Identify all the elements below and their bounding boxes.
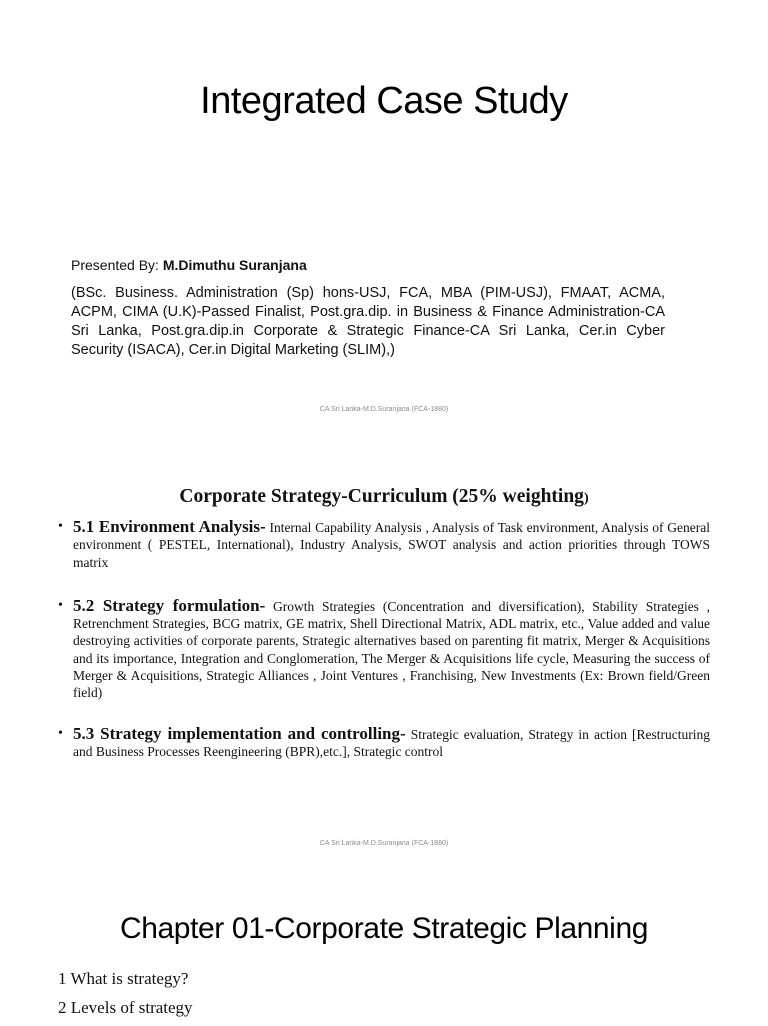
bullet-text: Internal Capability Analysis , Analysis of Task environment, Analysis of General environment ( PESTEL, International), Industry Analysis, SWOT analysis and action priorities through TOWS matrix	[73, 520, 710, 570]
curriculum-title-tail: )	[583, 491, 589, 506]
slide-chapter	[0, 864, 768, 1024]
bullet-dot-icon: •	[58, 725, 63, 741]
bullet-text: Strategic evaluation, Strategy in action [Restructuring and Business Processes Reengineering (BPR),etc.], Strategic control	[73, 726, 710, 759]
curriculum-bullet-list	[58, 518, 710, 760]
presenter-name: M.Dimuthu Suranjana	[162, 257, 307, 273]
bullet-dot-icon: •	[58, 597, 63, 613]
slide-footer: CA Sri Lanka-M.D.Suranjana (FCA-1880)	[319, 840, 449, 847]
bullet-dot-icon: •	[58, 519, 63, 534]
presented-by-label: Presented By:	[71, 257, 163, 273]
bullet-heading: 5.3 Strategy implementation and controlling-	[73, 723, 406, 743]
presenter-line	[71, 257, 307, 273]
presenter-qualifications: (BSc. Business. Administration (Sp) hons-USJ, FCA, MBA (PIM-USJ), FMAAT, ACMA, ACPM, CIMA (U.K)-Passed Finalist, Post.gra.dip. in Business & Finance Administration-CA Sri Lanka, Post.gra.dip.in Corporate & Strategic Finance-CA Sri Lanka, Cer.in Cyber Security (ISACA), Cer.in Digital Marketing (SLIM),)	[71, 285, 665, 358]
slide-title-heading: Integrated Case Study	[200, 80, 568, 122]
curriculum-title-main: Corporate Strategy-Curriculum (25% weighting	[179, 486, 584, 507]
bullet-heading: 5.2 Strategy formulation-	[73, 595, 266, 615]
curriculum-bullet	[58, 518, 710, 571]
slide-footer: CA Sri Lanka-M.D.Suranjana (FCA-1880)	[319, 406, 449, 413]
slide-curriculum	[0, 432, 768, 864]
bullet-heading: 5.1 Environment Analysis-	[73, 517, 266, 536]
chapter-topic-list	[58, 968, 193, 1026]
list-item: 1 What is strategy?	[58, 969, 189, 988]
curriculum-bullet	[58, 597, 710, 702]
curriculum-title	[0, 486, 768, 508]
chapter-title: Chapter 01-Corporate Strategic Planning	[119, 912, 649, 945]
curriculum-bullet	[58, 725, 710, 761]
slide-title	[0, 0, 768, 432]
list-item: 2 Levels of strategy	[58, 998, 193, 1017]
bullet-text: Growth Strategies (Concentration and diversification), Stability Strategies , Retrenchment Strategies, BCG matrix, GE matrix, Shell Directional Matrix, ADL matrix, etc., Value added and value destroying activities of corporate parents, Strategic alternatives based on parenting fit matrix, Merger & Acquisitions and its importance, Integration and Conglomeration, The Merger & Acquisitions life cycle, Measuring the success of Merger & Acquisitions, Strategic Alliances , Joint Ventures , Franchising, New Investments (Ex: Brown field/Green field)	[73, 598, 711, 701]
